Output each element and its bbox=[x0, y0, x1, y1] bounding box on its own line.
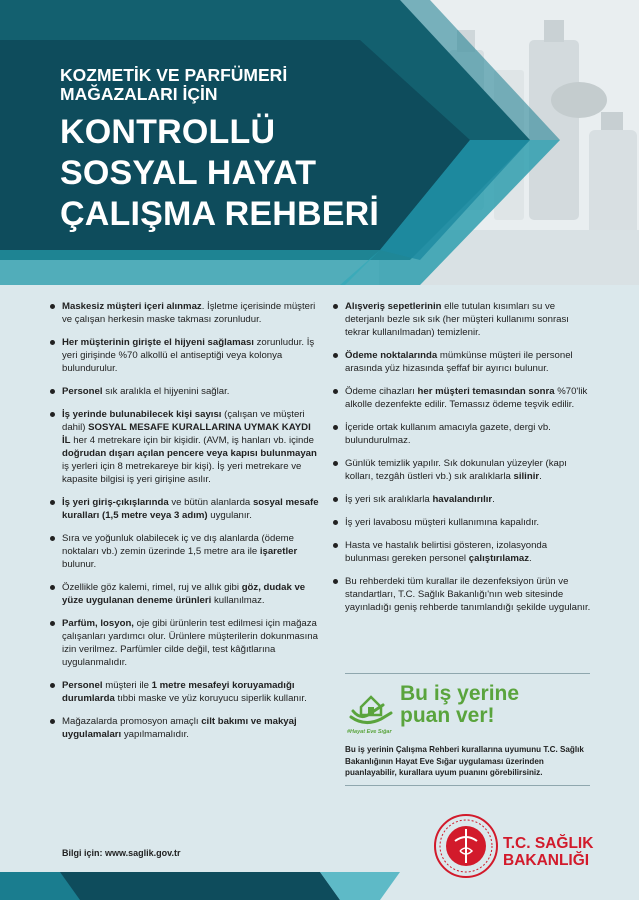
rule-item: Sıra ve yoğunluk olabilecek iç ve dış alanlarda (ödeme noktaları vb.) zemin üzerinde 1,5 metre ara ile işaretler bulunur. bbox=[49, 532, 319, 571]
page-title bbox=[60, 112, 480, 235]
rule-item: İçeride ortak kullanım amacıyla gazete, dergi vb. bulundurulmaz. bbox=[332, 421, 594, 447]
footer-stripes bbox=[0, 872, 639, 900]
hashtag: #Hayat Eve Sığar bbox=[347, 729, 392, 735]
rule-item: Günlük temizlik yapılır. Sık dokunulan yüzeyler (kapı kolları, tezgâh üstleri vb.) sık aralıklarla silinir. bbox=[332, 457, 594, 483]
title-line: ÇALIŞMA REHBERİ bbox=[60, 195, 380, 233]
rate-title bbox=[400, 683, 519, 727]
divider bbox=[345, 785, 590, 786]
hayat-eve-sigar-icon bbox=[347, 683, 395, 729]
rule-item: İş yeri sık aralıklarla havalandırılır. bbox=[332, 493, 594, 506]
rule-item: İş yeri giriş-çıkışlarında ve bütün alanlarda sosyal mesafe kuralları (1,5 metre veya 3 adım) uygulanır. bbox=[49, 496, 319, 522]
ministry-name bbox=[503, 835, 593, 869]
rate-description: Bu iş yerinin Çalışma Rehberi kurallarına uyumunu T.C. Sağlık Bakanlığının Hayat Eve Sığar uygulaması üzerinden puanlayabilir, kurallara uyum puanını görebilirsiniz. bbox=[345, 745, 584, 777]
rule-item: Mağazalarda promosyon amaçlı cilt bakımı ve makyaj uygulamaları yapılmamalıdır. bbox=[49, 715, 319, 741]
rules-content bbox=[0, 285, 639, 900]
ministry-name-line: BAKANLIĞI bbox=[503, 852, 590, 869]
header-banner bbox=[0, 0, 639, 285]
divider bbox=[345, 673, 590, 674]
rule-item: Hasta ve hastalık belirtisi gösteren, izolasyonda bulunması gereken personel çalıştırılamaz. bbox=[332, 539, 594, 565]
title-line: SOSYAL HAYAT bbox=[60, 154, 317, 192]
left-rules-column bbox=[49, 300, 319, 751]
website-info: Bilgi için: www.saglik.gov.tr bbox=[62, 848, 181, 858]
rule-item: İş yeri lavabosu müşteri kullanımına kapalıdır. bbox=[332, 516, 594, 529]
rate-title-line: puan ver! bbox=[400, 704, 495, 727]
rule-item: Her müşterinin girişte el hijyeni sağlaması zorunludur. İş yeri girişinde %70 alkollü el antiseptiği veya kolonya bulundurulur. bbox=[49, 336, 319, 375]
rule-item: Alışveriş sepetlerinin elle tutulan kısımları su ve deterjanlı bezle sık sık (her müşteri kullanımı sonrası tekrar kullanılmadan) temizlenir. bbox=[332, 300, 594, 339]
ministry-name-line: T.C. SAĞLIK bbox=[503, 835, 594, 852]
rule-item: İş yerinde bulunabilecek kişi sayısı (çalışan ve müşteri dahil) SOSYAL MESAFE KURALLARINA UYMAK KAYDI İL her 4 metrekare için bir kişidir. (AVM, iş hanları vb. içinde doğrudan dışarı açılan pencere veya kapısı bulunmayan iş yerleri için 8 metrekareye bir kişi). İş yeri metrekare ve kapasite bilgisi iş yeri girişine asılır. bbox=[49, 408, 319, 486]
rule-item: Ödeme noktalarında mümkünse müşteri ile personel arasında yüz hizasında şeffaf bir ayırıcı bulunur. bbox=[332, 349, 594, 375]
title-line: KONTROLLÜ bbox=[60, 113, 276, 151]
subtitle-line: MAĞAZALARI İÇİN bbox=[60, 84, 218, 104]
right-rules-column bbox=[332, 300, 594, 624]
rule-item: Ödeme cihazları her müşteri temasından sonra %70'lik alkolle dezenfekte edilir. Temassız ödeme teşvik edilir. bbox=[332, 385, 594, 411]
rule-item: Özellikle göz kalemi, rimel, ruj ve allık gibi göz, dudak ve yüze uygulanan deneme ürünleri kullanılmaz. bbox=[49, 581, 319, 607]
rule-item: Parfüm, losyon, oje gibi ürünlerin test edilmesi için mağaza çalışanları yardımcı olur. Ürünlere müşterilerin dokunmasına izin verilmez. Parfümler cilde değil, test kâğıtlarına uygulanmalıdır. bbox=[49, 617, 319, 669]
subtitle-line: KOZMETİK VE PARFÜMERİ bbox=[60, 65, 288, 85]
rule-item: Bu rehberdeki tüm kurallar ile dezenfeksiyon ürün ve standartları, T.C. Sağlık Bakanlığı'nın web sitesinde yayınladığı geniş rehberde tanımlandığı şekilde uygulanır. bbox=[332, 575, 594, 614]
title-block bbox=[0, 0, 639, 285]
rate-title-line: Bu iş yerine bbox=[400, 682, 520, 705]
ministry-logo-icon bbox=[433, 813, 499, 879]
rule-item: Personel sık aralıkla el hijyenini sağlar. bbox=[49, 385, 319, 398]
subtitle bbox=[60, 66, 400, 104]
rule-item: Personel müşteri ile 1 metre mesafeyi koruyamadığı durumlarda tıbbi maske ve yüz koruyucu siperlik kullanır. bbox=[49, 679, 319, 705]
rule-item: Maskesiz müşteri içeri alınmaz. İşletme içerisinde müşteri ve çalışan herkesin maske takması zorunludur. bbox=[49, 300, 319, 326]
rate-section bbox=[345, 683, 595, 743]
